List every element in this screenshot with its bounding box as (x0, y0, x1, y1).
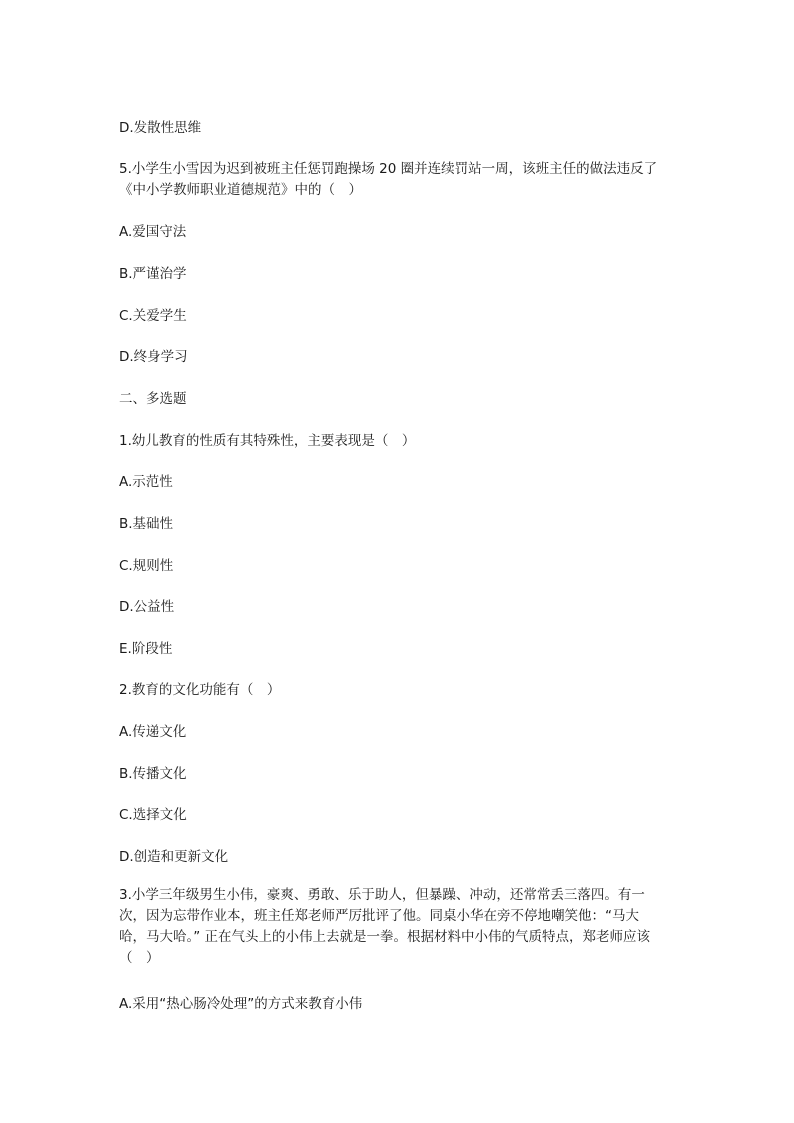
question-line: 3.小学三年级男生小伟，豪爽、勇敢、乐于助人，但暴躁、冲动，还常常丢三落四。有一 (119, 887, 645, 903)
option-text: C.关爱学生 (119, 308, 187, 324)
option-text: C.选择文化 (119, 807, 187, 823)
option-text: A.爱国守法 (119, 224, 187, 240)
question-line: 5.小学生小雪因为迟到被班主任惩罚跑操场 20 圈并连续罚站一周，该班主任的做法违反了 (119, 161, 658, 177)
question-5-text (119, 159, 679, 201)
question-text: 1.幼儿教育的性质有其特殊性，主要表现是（ ） (119, 433, 416, 449)
option-text: C.规则性 (119, 558, 174, 574)
question-line: （ ） (119, 950, 160, 966)
option-text: D.终身学习 (119, 349, 188, 365)
option-text: B.严谨治学 (119, 266, 187, 282)
option-text: A.传递文化 (119, 724, 187, 740)
section-heading: 二、多选题 (119, 391, 187, 407)
question-line: 哈，马大哈。” 正在气头上的小伟上去就是一拳。根据材料中小伟的气质特点，郑老师应该 (119, 929, 651, 945)
question-text: 2.教育的文化功能有（ ） (119, 682, 281, 698)
option-text: B.传播文化 (119, 766, 187, 782)
question-line: 次，因为忘带作业本，班主任郑老师严厉批评了他。同桌小华在旁不停地嘲笑他：“马大 (119, 908, 639, 924)
option-text: B.基础性 (119, 516, 174, 532)
option-text: A.示范性 (119, 474, 173, 490)
question-3-text (119, 885, 679, 969)
option-text: D.创造和更新文化 (119, 849, 229, 865)
option-text: D.公益性 (119, 599, 175, 615)
option-text: D.发散性思维 (119, 120, 202, 136)
question-line: 《中小学教师职业道德规范》中的（ ） (119, 182, 362, 198)
option-text: E.阶段性 (119, 641, 173, 657)
option-text: A.采用“热心肠冷处理”的方式来教育小伟 (119, 996, 363, 1012)
